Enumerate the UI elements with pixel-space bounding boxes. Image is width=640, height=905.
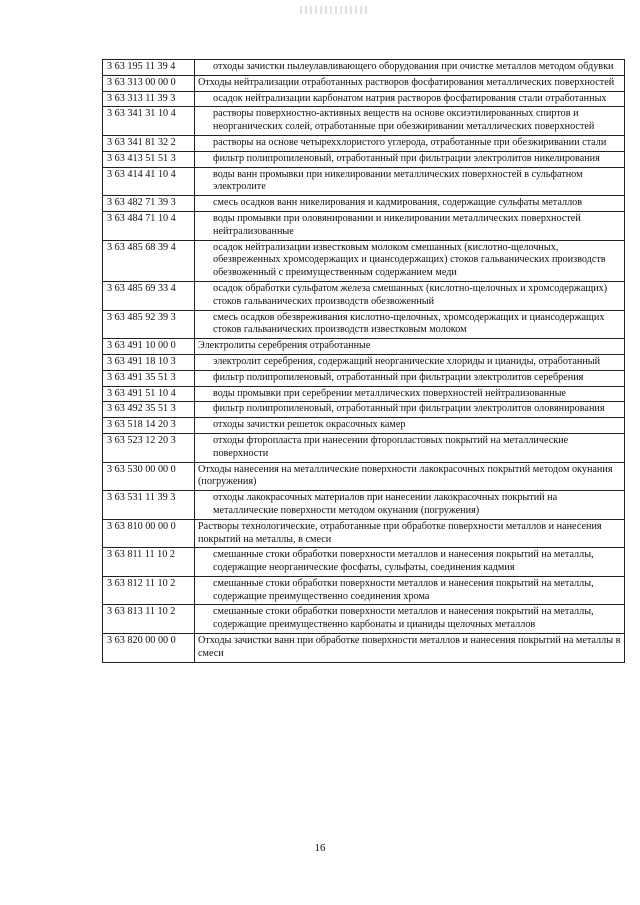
- waste-description: воды ванн промывки при никелировании металлических поверхностей в сульфатном электролите: [195, 167, 625, 196]
- waste-description: смесь осадков ванн никелирования и кадмирования, содержащие сульфаты металлов: [195, 196, 625, 212]
- table-row: [103, 91, 625, 107]
- table-row: [103, 433, 625, 462]
- waste-description: растворы на основе четыреххлористого углерода, отработанные при обезжиривании стали: [195, 135, 625, 151]
- waste-group-title: Отходы нейтрализации отработанных растворов фосфатирования металлических поверхностей: [195, 75, 625, 91]
- waste-description: отходы лакокрасочных материалов при нанесении лакокрасочных покрытий на металлические поверхности методом окунания (погружения): [195, 491, 625, 520]
- table-body: [103, 60, 625, 663]
- waste-description: электролит серебрения, содержащий неорганические хлориды и цианиды, отработанный: [195, 354, 625, 370]
- table-row: [103, 462, 625, 491]
- waste-code: 3 63 484 71 10 4: [103, 211, 195, 240]
- waste-code: 3 63 492 35 51 3: [103, 402, 195, 418]
- waste-code: 3 63 313 11 39 3: [103, 91, 195, 107]
- waste-code: 3 63 485 92 39 3: [103, 310, 195, 339]
- waste-description: осадок нейтрализации известковым молоком смешанных (кислотно-щелочных, обезвреженных хромсодержащих и циансодержащих) стоков гальванических производств обезвоженный с преимущественным содержанием меди: [195, 240, 625, 281]
- table-row: [103, 354, 625, 370]
- waste-code: 3 63 812 11 10 2: [103, 576, 195, 605]
- waste-code: 3 63 485 69 33 4: [103, 281, 195, 310]
- waste-code: 3 63 820 00 00 0: [103, 634, 195, 663]
- waste-code: 3 63 518 14 20 3: [103, 418, 195, 434]
- table-row: [103, 491, 625, 520]
- waste-description: осадок обработки сульфатом железа смешанных (кислотно-щелочных и хромсодержащих) стоков гальванических производств обезвоженный: [195, 281, 625, 310]
- table-row: [103, 75, 625, 91]
- table-row: [103, 167, 625, 196]
- waste-code: 3 63 491 18 10 3: [103, 354, 195, 370]
- waste-description: фильтр полипропиленовый, отработанный при фильтрации электролитов оловянирования: [195, 402, 625, 418]
- waste-code: 3 63 414 41 10 4: [103, 167, 195, 196]
- table-row: [103, 634, 625, 663]
- table-row: [103, 60, 625, 76]
- waste-description: смешанные стоки обработки поверхности металлов и нанесения покрытий на металлы, содержащие неорганические фосфаты, сульфаты, соединения кадмия: [195, 548, 625, 577]
- waste-description: растворы поверхностно-активных веществ на основе оксиэтилированных спиртов и неорганических солей, отработанные при обезжиривании металлических поверхностей: [195, 107, 625, 136]
- waste-description: смесь осадков обезвреживания кислотно-щелочных, хромсодержащих и циансодержащих стоков гальванических производств известковым молоком: [195, 310, 625, 339]
- waste-code: 3 63 341 31 10 4: [103, 107, 195, 136]
- waste-code: 3 63 413 51 51 3: [103, 151, 195, 167]
- waste-description: воды промывки при серебрении металлических поверхностей нейтрализованные: [195, 386, 625, 402]
- table-row: [103, 310, 625, 339]
- table-row: [103, 107, 625, 136]
- waste-code: 3 63 530 00 00 0: [103, 462, 195, 491]
- waste-code: 3 63 811 11 10 2: [103, 548, 195, 577]
- waste-description: отходы фторопласта при нанесении фторопластовых покрытий на металлические поверхности: [195, 433, 625, 462]
- waste-code: 3 63 485 68 39 4: [103, 240, 195, 281]
- table-row: [103, 196, 625, 212]
- waste-code: 3 63 523 12 20 3: [103, 433, 195, 462]
- waste-group-title: Отходы нанесения на металлические поверхности лакокрасочных покрытий методом окунания (погружения): [195, 462, 625, 491]
- table-row: [103, 548, 625, 577]
- waste-description: фильтр полипропиленовый, отработанный при фильтрации электролитов серебрения: [195, 370, 625, 386]
- waste-code: 3 63 491 10 00 0: [103, 339, 195, 355]
- waste-code: 3 63 810 00 00 0: [103, 519, 195, 548]
- waste-description: отходы зачистки пылеулавливающего оборудования при очистке металлов методом обдувки: [195, 60, 625, 76]
- waste-group-title: Отходы зачистки ванн при обработке поверхности металлов и нанесения покрытий на металлы в смеси: [195, 634, 625, 663]
- waste-description: отходы зачистки решеток окрасочных камер: [195, 418, 625, 434]
- waste-classification-table: [102, 59, 625, 663]
- table-row: [103, 151, 625, 167]
- table-row: [103, 281, 625, 310]
- waste-description: воды промывки при оловянировании и никелировании металлических поверхностей нейтрализованные: [195, 211, 625, 240]
- table-row: [103, 519, 625, 548]
- waste-description: смешанные стоки обработки поверхности металлов и нанесения покрытий на металлы, содержащие преимущественно карбонаты и цианиды щелочных металлов: [195, 605, 625, 634]
- waste-code: 3 63 482 71 39 3: [103, 196, 195, 212]
- waste-code: 3 63 195 11 39 4: [103, 60, 195, 76]
- table-row: [103, 211, 625, 240]
- waste-group-title: Электролиты серебрения отработанные: [195, 339, 625, 355]
- table-row: [103, 418, 625, 434]
- table-row: [103, 402, 625, 418]
- table-row: [103, 370, 625, 386]
- waste-code: 3 63 491 35 51 3: [103, 370, 195, 386]
- waste-code: 3 63 813 11 10 2: [103, 605, 195, 634]
- table-row: [103, 135, 625, 151]
- table-row: [103, 576, 625, 605]
- table-row: [103, 339, 625, 355]
- scan-artifact: [300, 6, 370, 14]
- table-row: [103, 386, 625, 402]
- waste-description: смешанные стоки обработки поверхности металлов и нанесения покрытий на металлы, содержащие преимущественно соединения хрома: [195, 576, 625, 605]
- waste-group-title: Растворы технологические, отработанные при обработке поверхности металлов и нанесения покрытий на металлы, в смеси: [195, 519, 625, 548]
- waste-code: 3 63 313 00 00 0: [103, 75, 195, 91]
- waste-code: 3 63 531 11 39 3: [103, 491, 195, 520]
- waste-description: фильтр полипропиленовый, отработанный при фильтрации электролитов никелирования: [195, 151, 625, 167]
- table-row: [103, 605, 625, 634]
- waste-description: осадок нейтрализации карбонатом натрия растворов фосфатирования стали отработанных: [195, 91, 625, 107]
- waste-code: 3 63 491 51 10 4: [103, 386, 195, 402]
- table-row: [103, 240, 625, 281]
- waste-code: 3 63 341 81 32 2: [103, 135, 195, 151]
- page-number: 16: [314, 842, 326, 854]
